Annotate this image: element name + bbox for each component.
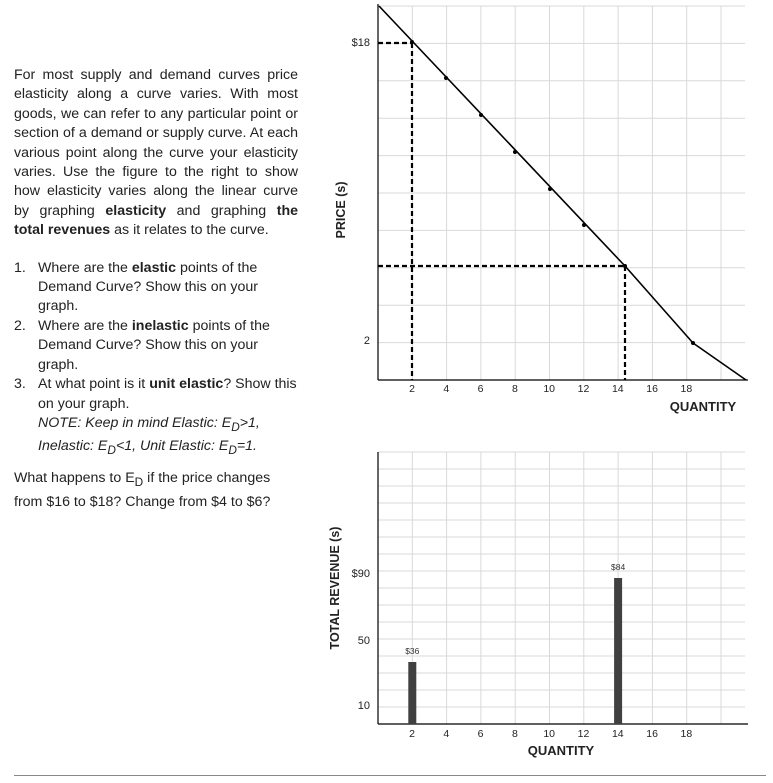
x-tick-label: 12 <box>577 728 590 740</box>
revenue-bar <box>408 662 416 724</box>
instructions-panel <box>14 66 298 512</box>
demand-curve <box>379 6 625 266</box>
intro-bold-elasticity: elasticity <box>105 202 167 219</box>
y-tick-18: $18 <box>351 37 370 49</box>
followup-text: What happens to E <box>14 470 135 487</box>
bottom-rule <box>14 775 766 776</box>
curve-dot <box>691 341 695 345</box>
followup-question <box>14 469 298 512</box>
x-tick-label: 2 <box>409 728 415 740</box>
question-1 <box>14 259 298 317</box>
curve-dot <box>582 223 586 227</box>
x-tick-label: 16 <box>646 383 658 395</box>
question-number: 1. <box>14 259 26 276</box>
intro-bold-total-revenues: the total revenues <box>14 202 298 239</box>
demand-curve-segment <box>693 343 746 380</box>
demand-y-label: PRICE (s) <box>334 181 348 239</box>
intro-paragraph <box>14 66 298 241</box>
y-tick-90: $90 <box>351 568 370 580</box>
note-text: Inelastic: E <box>38 438 108 455</box>
x-tick-label: 8 <box>511 383 518 395</box>
question-text: At what point is it <box>38 376 150 393</box>
question-bold: inelastic <box>131 317 189 334</box>
x-tick-label: 6 <box>477 383 484 395</box>
bar-value-label: $36 <box>405 646 420 656</box>
note-sub: D <box>228 442 237 457</box>
revenue-x-label: QUANTITY <box>527 743 595 758</box>
question-list <box>14 259 298 461</box>
curve-dot <box>513 150 517 154</box>
revenue-y-label: TOTAL REVENUE (s) <box>328 526 342 650</box>
curve-dot <box>479 113 483 117</box>
x-tick-label: 10 <box>543 728 556 740</box>
x-tick-label: 10 <box>543 383 556 395</box>
note-text: NOTE: Keep in mind Elastic: E <box>38 414 232 431</box>
x-tick-label: 2 <box>409 383 415 395</box>
x-tick-label: 12 <box>577 383 590 395</box>
x-tick-label: 8 <box>511 728 518 740</box>
note-sub: D <box>231 419 240 434</box>
question-text: ? Show this on your graph. <box>38 376 297 412</box>
revenue-x-ticks <box>409 728 692 740</box>
x-tick-label: 6 <box>477 728 484 740</box>
demand-curve-segment <box>625 266 693 343</box>
x-tick-label: 18 <box>680 383 693 395</box>
demand-x-label: QUANTITY <box>669 399 737 414</box>
revenue-grid <box>378 452 745 724</box>
x-tick-label: 14 <box>611 383 624 395</box>
question-number: 2. <box>14 317 26 334</box>
demand-x-ticks <box>409 383 692 395</box>
question-2 <box>14 317 298 375</box>
y-tick-10: 10 <box>357 700 370 712</box>
y-tick-50: 50 <box>357 635 370 647</box>
x-tick-label: 16 <box>646 728 658 740</box>
question-bold: elastic <box>131 259 177 276</box>
note-text: <1, Unit Elastic: E <box>115 438 229 455</box>
elasticity-note <box>38 414 298 460</box>
curve-dot <box>444 76 448 80</box>
bar-value-label: $84 <box>611 562 626 572</box>
curve-dot <box>548 187 552 191</box>
followup-sub: D <box>134 475 144 490</box>
x-tick-label: 4 <box>443 383 450 395</box>
question-text: points of the Demand Curve? Show this on your graph. <box>38 259 259 315</box>
x-tick-label: 4 <box>443 728 450 740</box>
x-tick-label: 18 <box>680 728 693 740</box>
intro-text-3: as it relates to the curve. <box>110 222 269 239</box>
question-bold: unit elastic <box>149 376 224 393</box>
revenue-bar <box>614 578 622 724</box>
followup-text: if the price changes from $16 to $18? Change from $4 to $6? <box>14 470 271 510</box>
y-tick-2: 2 <box>363 335 370 347</box>
note-text: >1, <box>239 414 260 431</box>
note-sub: D <box>107 442 116 457</box>
question-text: Where are the <box>38 259 132 276</box>
question-3 <box>14 375 298 460</box>
question-text: Where are the <box>38 317 132 334</box>
question-number: 3. <box>14 376 26 393</box>
note-text: =1. <box>236 438 257 455</box>
revenue-chart <box>320 440 770 770</box>
intro-text-1: For most supply and demand curves price elasticity along a curve varies. With most goods, we can refer to any particular point or section of a demand or supply curve. At each various point along the curve your elasticity varies. Use the figure to the right to show how elasticity varies along the linear curve by graphing <box>14 67 298 219</box>
x-tick-label: 14 <box>611 728 624 740</box>
demand-chart <box>320 0 770 420</box>
question-text: points of the Demand Curve? Show this on your graph. <box>38 317 270 373</box>
intro-text-2: and graphing <box>166 202 277 219</box>
